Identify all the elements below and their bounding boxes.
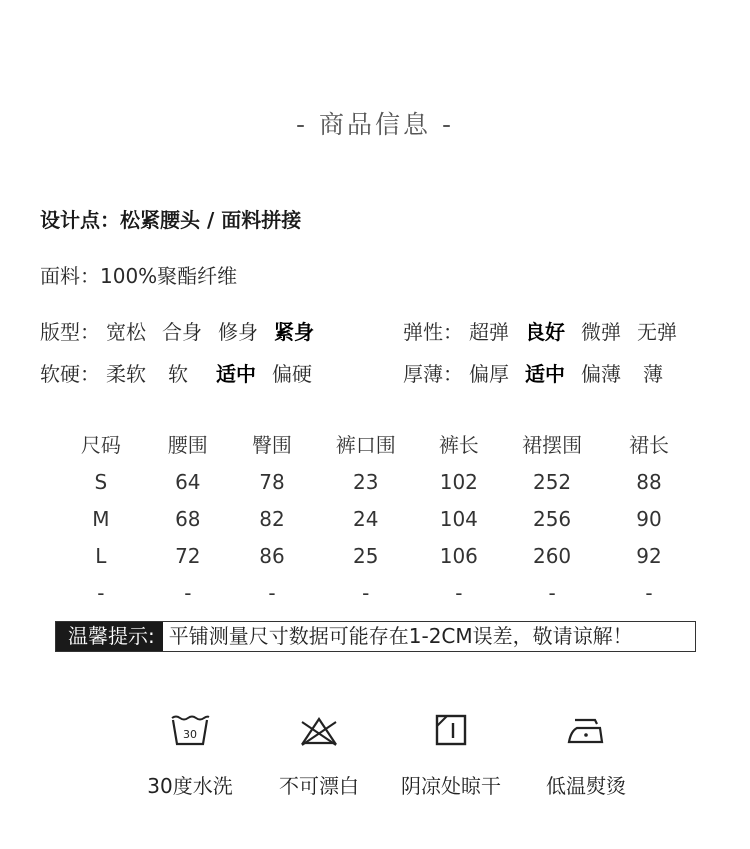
softness-option: 软 <box>168 362 188 386</box>
table-cell: - <box>268 580 276 605</box>
table-cell: 252 <box>532 469 572 494</box>
table-cell: 78 <box>259 469 285 494</box>
table-row <box>55 463 695 500</box>
table-cell: - <box>184 580 192 605</box>
softness-row <box>40 358 312 387</box>
table-cell: 25 <box>353 543 379 568</box>
table-cell: L <box>95 543 107 568</box>
table-cell: 88 <box>636 469 662 494</box>
elasticity-option: 超弹 <box>469 320 509 344</box>
table-cell: 86 <box>259 543 285 568</box>
table-cell: - <box>455 580 463 605</box>
fit-label: 版型： <box>40 320 100 344</box>
table-cell: 68 <box>175 506 201 531</box>
fabric-composition: 面料：100%聚酯纤维 <box>40 264 238 288</box>
table-cell: 64 <box>175 469 201 494</box>
thickness-option-selected: 适中 <box>525 362 565 386</box>
table-cell: 82 <box>259 506 285 531</box>
table-cell: 256 <box>532 506 572 531</box>
elasticity-label: 弹性： <box>403 320 463 344</box>
column-header: 尺码 <box>80 432 121 457</box>
thickness-option: 偏薄 <box>581 362 621 386</box>
fit-option: 合身 <box>162 320 202 344</box>
table-row <box>55 500 695 537</box>
softness-option-selected: 适中 <box>216 362 256 386</box>
softness-option: 柔软 <box>106 362 146 386</box>
warm-tip-tag: 温馨提示: <box>56 622 163 651</box>
wash-30-icon <box>169 712 211 748</box>
softness-label: 软硬： <box>40 362 100 386</box>
column-header: 裙摆围 <box>522 432 583 457</box>
elasticity-option-selected: 良好 <box>525 320 565 344</box>
wash-temp-label: 30 <box>183 728 197 741</box>
table-cell: - <box>97 580 105 605</box>
size-table-header <box>55 423 695 463</box>
column-header: 裤口围 <box>335 432 396 457</box>
section-title: - 商品信息 - <box>296 110 454 139</box>
fit-option-selected: 紧身 <box>274 320 314 344</box>
table-cell: 23 <box>353 469 379 494</box>
table-cell: 72 <box>175 543 201 568</box>
warm-tip-box <box>55 621 696 652</box>
thickness-label: 厚薄： <box>403 362 463 386</box>
table-cell: 24 <box>353 506 379 531</box>
column-header: 腰围 <box>167 432 208 457</box>
table-row <box>55 537 695 574</box>
shade-dry-icon <box>430 712 472 748</box>
care-label: 阴凉处晾干 <box>401 774 501 798</box>
table-row <box>55 574 695 611</box>
table-cell: - <box>645 580 653 605</box>
care-label: 低温熨烫 <box>546 774 626 798</box>
no-bleach-icon <box>298 712 340 748</box>
elasticity-option: 微弹 <box>581 320 621 344</box>
fit-row <box>40 316 314 345</box>
table-cell: 104 <box>439 506 478 531</box>
elasticity-row <box>403 316 677 345</box>
fit-option: 宽松 <box>106 320 146 344</box>
table-cell: - <box>362 580 370 605</box>
table-cell: 106 <box>439 543 478 568</box>
size-table <box>55 423 695 611</box>
column-header: 臀围 <box>251 432 292 457</box>
table-cell: S <box>94 469 108 494</box>
thickness-row <box>403 358 663 387</box>
elasticity-option: 无弹 <box>637 320 677 344</box>
table-cell: M <box>92 506 110 531</box>
care-iron <box>506 712 666 799</box>
care-label: 30度水洗 <box>147 774 233 798</box>
column-header: 裤长 <box>438 432 479 457</box>
softness-option: 偏硬 <box>272 362 312 386</box>
care-label: 不可漂白 <box>279 774 359 798</box>
table-cell: 102 <box>439 469 478 494</box>
thickness-option: 偏厚 <box>469 362 509 386</box>
table-cell: 92 <box>636 543 662 568</box>
thickness-option: 薄 <box>643 362 663 386</box>
table-cell: 260 <box>532 543 572 568</box>
table-cell: - <box>548 580 556 605</box>
fit-option: 修身 <box>218 320 258 344</box>
column-header: 裙长 <box>629 432 670 457</box>
low-iron-icon <box>565 712 607 748</box>
design-point: 设计点：松紧腰头 / 面料拼接 <box>40 208 302 232</box>
warm-tip-message: 平铺测量尺寸数据可能存在1-2CM误差，敬请谅解！ <box>168 624 633 648</box>
table-cell: 90 <box>636 506 662 531</box>
